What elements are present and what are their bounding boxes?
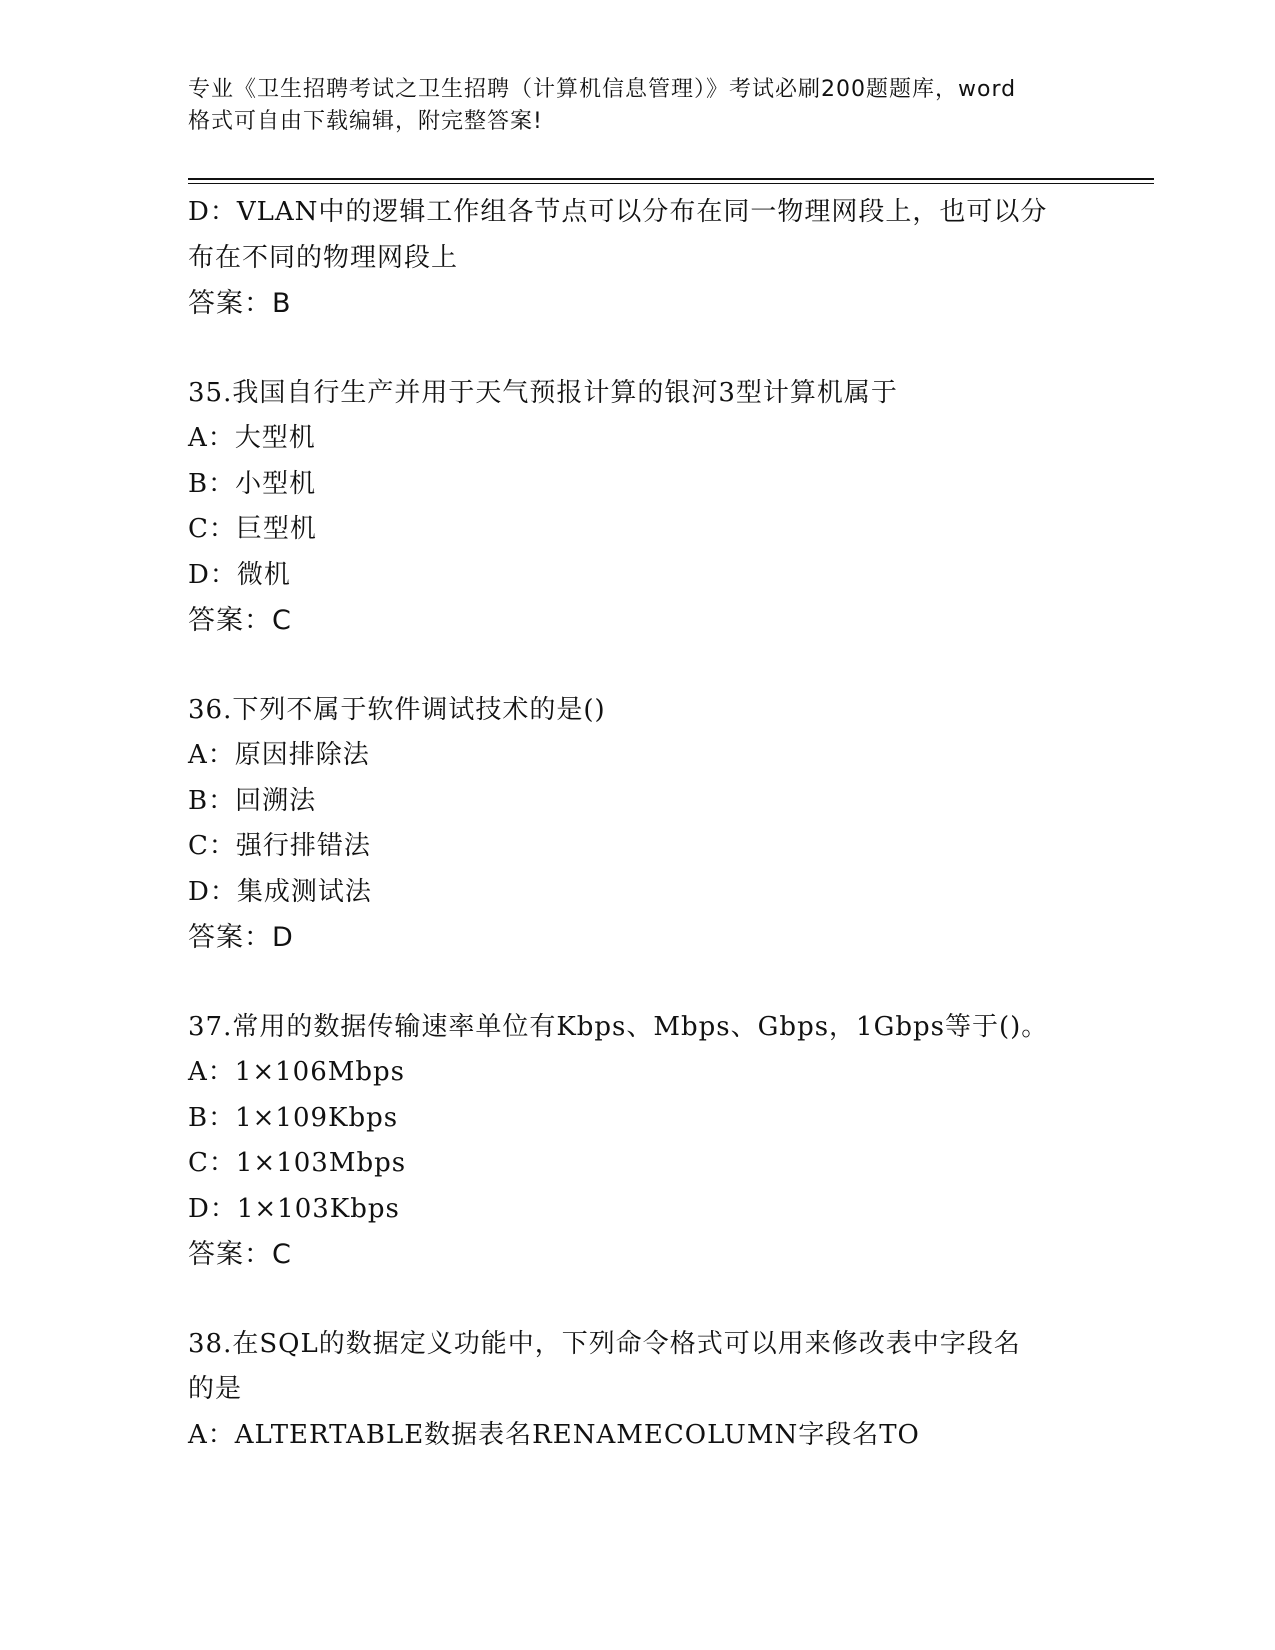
option-b: B：1×109Kbps bbox=[188, 1102, 399, 1133]
option-c: C：强行排错法 bbox=[188, 831, 371, 861]
answer-label: 答案：D bbox=[188, 922, 294, 953]
answer-label: 答案：C bbox=[188, 1239, 292, 1270]
option-b: B：回溯法 bbox=[188, 785, 317, 816]
question-stem-line-1: 38.在SQL的数据定义功能中，下列命令格式可以用来修改表中字段名 bbox=[188, 1328, 1021, 1359]
question-block-36 bbox=[188, 688, 1088, 961]
option-d: D：1×103Kbps bbox=[188, 1193, 400, 1224]
question-list bbox=[188, 190, 1088, 1458]
option-d: D：微机 bbox=[188, 559, 291, 590]
option-c: C：1×103Mbps bbox=[188, 1148, 407, 1178]
header-divider-thin bbox=[188, 183, 1154, 184]
document-header bbox=[188, 74, 1108, 138]
answer-label: 答案：C bbox=[188, 605, 292, 636]
option-a: A：大型机 bbox=[188, 423, 316, 453]
question-stem: 35.我国自行生产并用于天气预报计算的银河3型计算机属于 bbox=[188, 377, 898, 408]
question-block-34 bbox=[188, 190, 1088, 327]
header-line-2: 格式可自由下载编辑，附完整答案! bbox=[188, 109, 543, 134]
option-d-line-2: 布在不同的物理网段上 bbox=[188, 242, 459, 273]
option-a: A：ALTERTABLE数据表名RENAMECOLUMN字段名TO bbox=[188, 1419, 920, 1450]
option-d-line-1: D：VLAN中的逻辑工作组各节点可以分布在同一物理网段上，也可以分 bbox=[188, 197, 1048, 227]
question-block-38 bbox=[188, 1322, 1088, 1459]
option-a: A：1×106Mbps bbox=[188, 1057, 405, 1087]
option-b: B：小型机 bbox=[188, 468, 317, 499]
header-line-1: 专业《卫生招聘考试之卫生招聘（计算机信息管理）》考试必刷200题题库，word bbox=[188, 77, 1017, 102]
option-a: A：原因排除法 bbox=[188, 740, 370, 770]
answer-label: 答案：B bbox=[188, 288, 292, 319]
question-block-35 bbox=[188, 371, 1088, 644]
question-stem: 36.下列不属于软件调试技术的是() bbox=[188, 694, 606, 725]
header-divider-thick bbox=[188, 178, 1154, 180]
question-block-37 bbox=[188, 1005, 1088, 1278]
option-c: C：巨型机 bbox=[188, 514, 317, 544]
option-d: D：集成测试法 bbox=[188, 876, 372, 907]
question-stem: 37.常用的数据传输速率单位有Kbps、Mbps、Gbps，1Gbps等于()。 bbox=[188, 1011, 1049, 1042]
question-stem-line-2: 的是 bbox=[188, 1374, 243, 1404]
